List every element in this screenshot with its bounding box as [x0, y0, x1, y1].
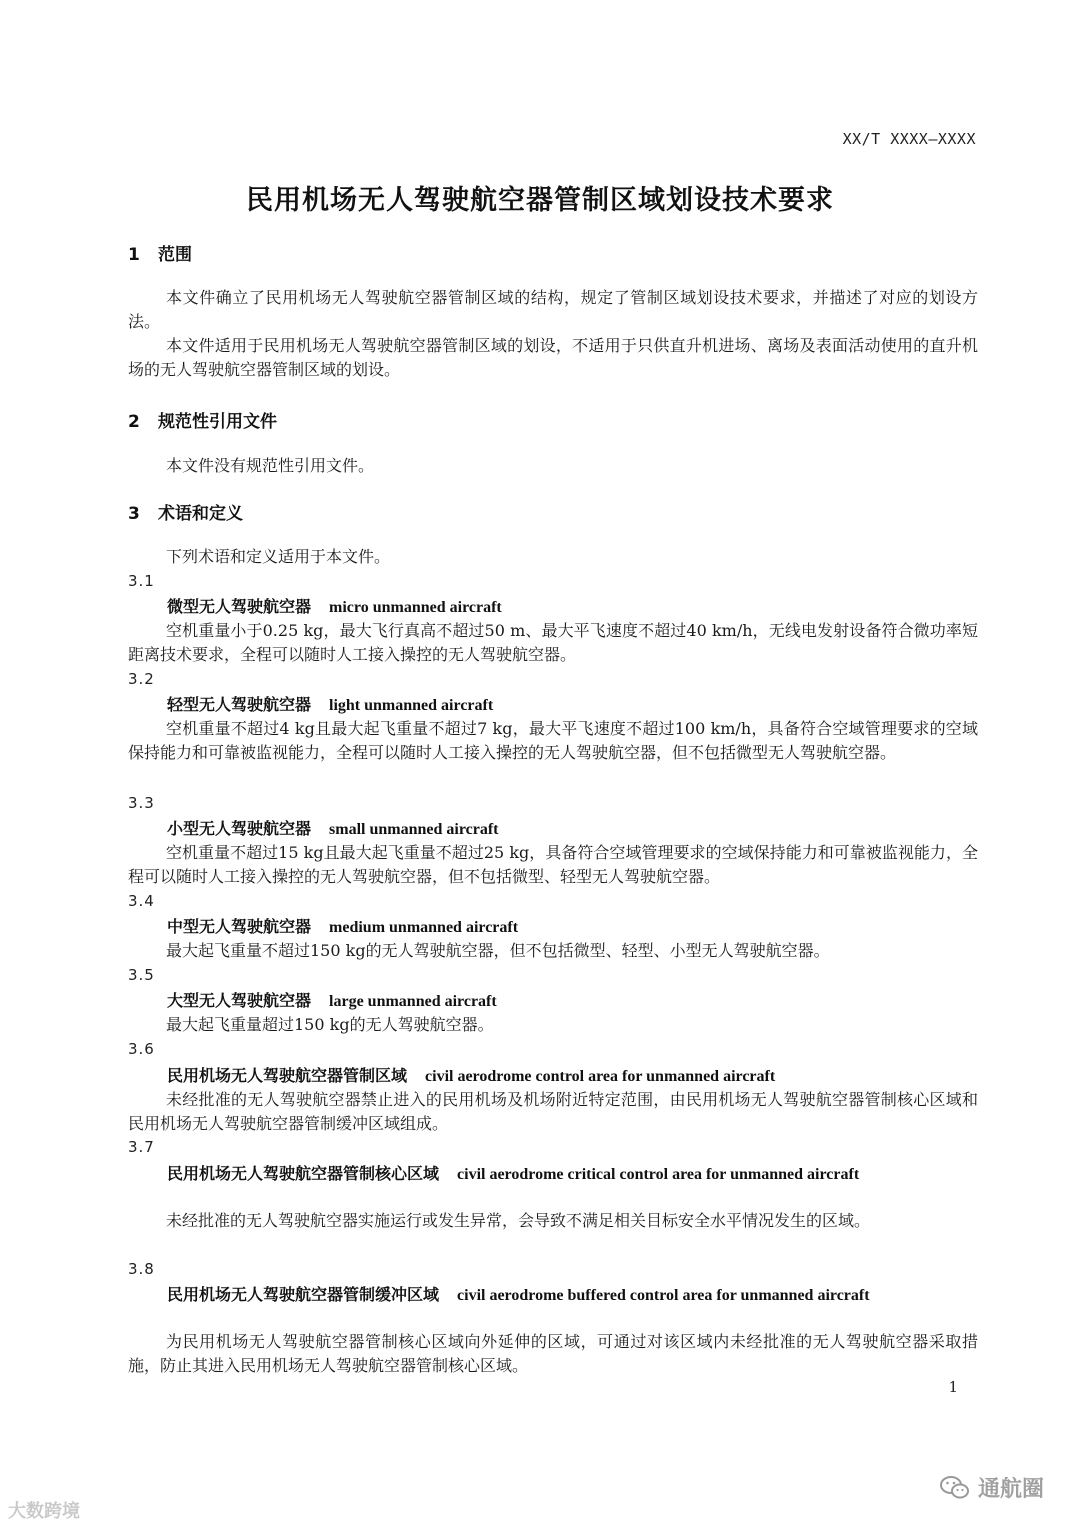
wechat-icon [940, 1475, 970, 1501]
term-zh: 小型无人驾驶航空器 [167, 819, 312, 838]
term-number: 3.4 [128, 892, 155, 910]
term-heading [167, 817, 978, 841]
term-number: 3.3 [128, 794, 155, 812]
term-number: 3.5 [128, 966, 155, 984]
term-definition: 最大起飞重量超过150 kg的无人驾驶航空器。 [166, 1015, 494, 1034]
term-zh: 微型无人驾驶航空器 [167, 597, 312, 616]
term-zh: 轻型无人驾驶航空器 [167, 695, 312, 714]
section-number: 1 [128, 245, 140, 265]
term-definition: 未经批准的无人驾驶航空器实施运行或发生异常，会导致不满足相关目标安全水平情况发生的区域。 [166, 1211, 871, 1230]
term-definition: 空机重量不超过15 kg且最大起飞重量不超过25 kg，具备符合空域管理要求的空域保持能力和可靠被监视能力，全程可以随时人工接入操控的无人驾驶航空器，但不包括微型、轻型无人驾驶航空器。 [128, 843, 978, 886]
term-heading [167, 1283, 978, 1307]
document-code: XX/T XXXX—XXXX [842, 130, 976, 148]
watermark-left-text: 大数跨境 [8, 1501, 80, 1522]
section-title: 术语和定义 [158, 504, 243, 524]
paragraph: 本文件没有规范性引用文件。 [166, 456, 375, 475]
term-heading [167, 915, 978, 939]
term-en: micro unmanned aircraft [329, 599, 502, 616]
watermark-left [8, 1497, 80, 1523]
term-en: civil aerodrome buffered control area for unmanned aircraft [457, 1287, 870, 1304]
section-title: 范围 [158, 245, 192, 265]
term-en: small unmanned aircraft [329, 821, 499, 838]
term-en: large unmanned aircraft [329, 993, 497, 1010]
watermark-right-text: 通航圈 [977, 1477, 1044, 1502]
term-definition: 空机重量小于0.25 kg，最大飞行真高不超过50 m、最大平飞速度不超过40 km/h，无线电发射设备符合微功率短距离技术要求，全程可以随时人工接入操控的无人驾驶航空器。 [128, 621, 978, 664]
term-number: 3.6 [128, 1040, 155, 1058]
paragraph: 下列术语和定义适用于本文件。 [166, 547, 391, 566]
term-zh: 大型无人驾驶航空器 [167, 991, 312, 1010]
term-heading [167, 693, 978, 717]
term-definition: 空机重量不超过4 kg且最大起飞重量不超过7 kg，最大平飞速度不超过100 km/h，具备符合空域管理要求的空域保持能力和可靠被监视能力，全程可以随时人工接入操控的无人驾驶航空器，但不包括微型无人驾驶航空器。 [128, 719, 978, 762]
section-number: 3 [128, 504, 140, 524]
term-heading [167, 989, 978, 1013]
term-zh: 民用机场无人驾驶航空器管制缓冲区域 [167, 1285, 440, 1304]
section-number: 2 [128, 412, 140, 432]
term-en: light unmanned aircraft [329, 697, 494, 714]
watermark-right [940, 1472, 1044, 1503]
section-title: 规范性引用文件 [158, 412, 277, 432]
document-title: 民用机场无人驾驶航空器管制区域划设技术要求 [246, 185, 834, 216]
term-en: medium unmanned aircraft [329, 919, 519, 936]
term-definition: 最大起飞重量不超过150 kg的无人驾驶航空器，但不包括微型、轻型、小型无人驾驶航空器。 [166, 941, 830, 960]
term-number: 3.8 [128, 1260, 155, 1278]
page-number: 1 [948, 1378, 958, 1396]
term-heading [167, 595, 978, 619]
term-definition: 为民用机场无人驾驶航空器管制核心区域向外延伸的区域，可通过对该区域内未经批准的无人驾驶航空器采取措施，防止其进入民用机场无人驾驶航空器管制核心区域。 [128, 1332, 978, 1375]
term-heading [167, 1064, 978, 1088]
term-definition: 未经批准的无人驾驶航空器禁止进入的民用机场及机场附近特定范围，由民用机场无人驾驶航空器管制核心区域和民用机场无人驾驶航空器管制缓冲区域组成。 [128, 1090, 978, 1133]
section-heading-1 [128, 240, 192, 265]
term-en: civil aerodrome critical control area for unmanned aircraft [457, 1166, 860, 1183]
term-en: civil aerodrome control area for unmanned aircraft [425, 1068, 776, 1085]
section-heading-3 [128, 499, 243, 524]
term-number: 3.7 [128, 1138, 155, 1156]
paragraph: 本文件适用于民用机场无人驾驶航空器管制区域的划设，不适用于只供直升机进场、离场及表面活动使用的直升机场的无人驾驶航空器管制区域的划设。 [128, 336, 978, 379]
section-heading-2 [128, 407, 277, 432]
paragraph: 本文件确立了民用机场无人驾驶航空器管制区域的结构，规定了管制区域划设技术要求，并描述了对应的划设方法。 [128, 288, 978, 331]
term-zh: 民用机场无人驾驶航空器管制核心区域 [167, 1164, 440, 1183]
term-heading [167, 1162, 978, 1186]
term-zh: 民用机场无人驾驶航空器管制区域 [167, 1066, 408, 1085]
term-zh: 中型无人驾驶航空器 [167, 917, 312, 936]
term-number: 3.1 [128, 572, 155, 590]
term-number: 3.2 [128, 670, 155, 688]
